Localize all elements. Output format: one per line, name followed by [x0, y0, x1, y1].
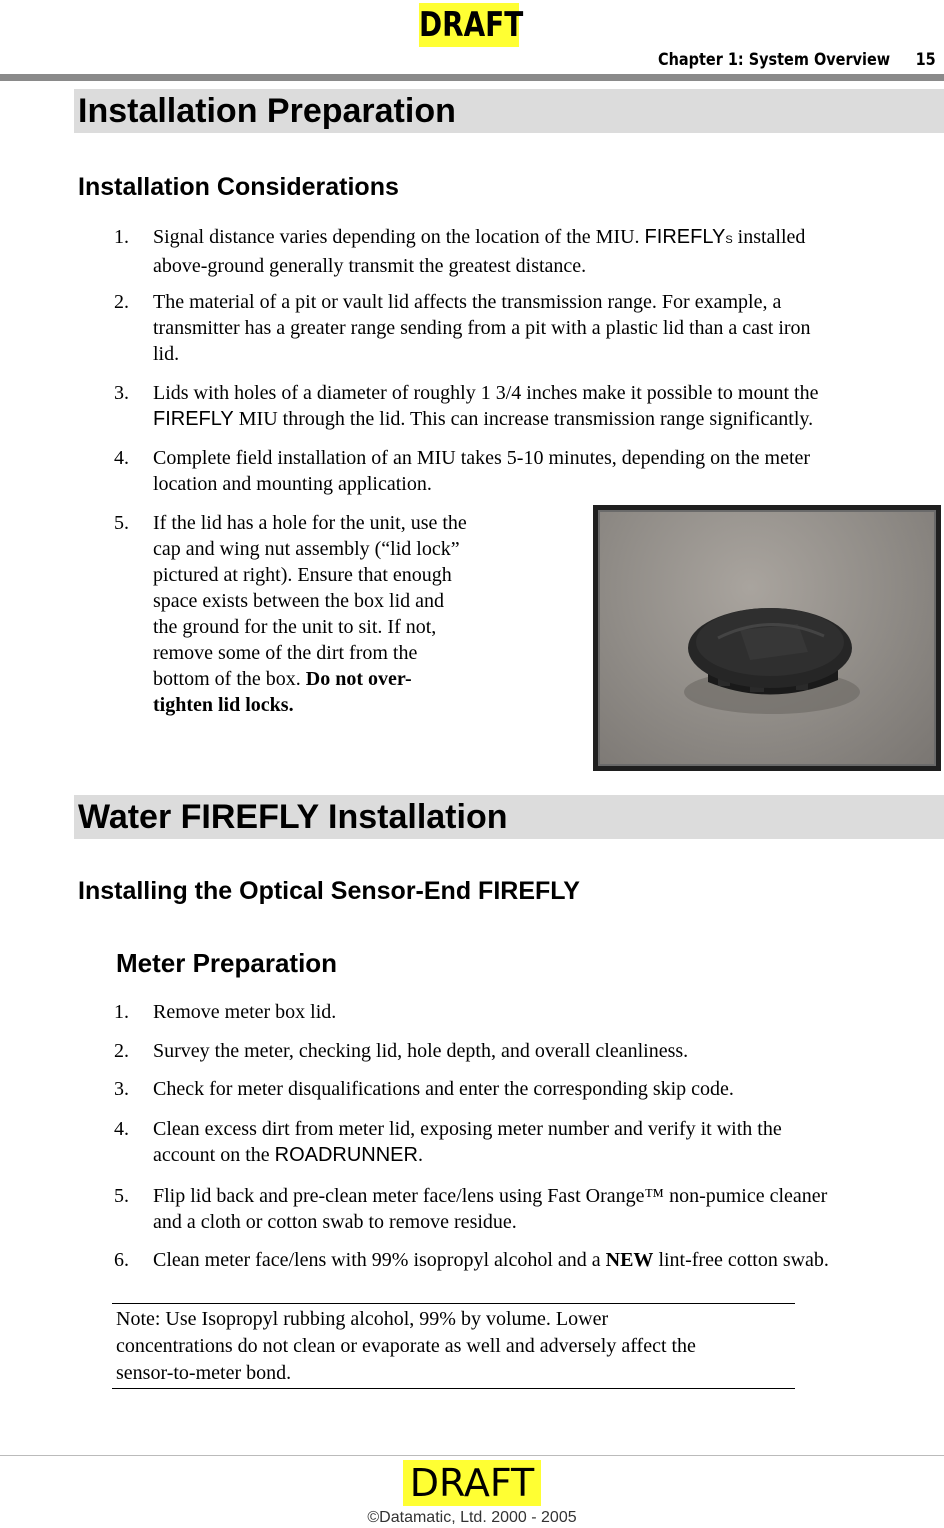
copyright-notice: ©Datamatic, Ltd. 2000 - 2005 — [367, 1509, 577, 1526]
lid-lock-illustration — [600, 512, 934, 764]
draft-watermark-top: DRAFT — [418, 5, 524, 45]
page-number: 15 — [915, 50, 936, 70]
chapter-title: Chapter 1: System Overview — [658, 50, 891, 70]
subheading-meter-preparation: Meter Preparation — [116, 948, 338, 978]
brand-firefly: FIREFLY — [644, 226, 726, 248]
lid-lock-image — [598, 510, 936, 766]
note-bottom-rule — [112, 1388, 795, 1389]
subheading-optical-sensor: Installing the Optical Sensor-End FIREFLY — [78, 877, 580, 905]
lid-lock-photo — [593, 505, 941, 771]
section-title-water-firefly-installation: Water FIREFLY Installation — [74, 795, 944, 839]
brand-roadrunner: ROADRUNNER — [274, 1144, 418, 1166]
header-rule — [0, 74, 944, 81]
brand-firefly: FIREFLY — [153, 408, 234, 430]
note-top-rule — [112, 1303, 795, 1304]
note-text: Note: Use Isopropyl rubbing alcohol, 99% by volume. Lower concentrations do not clean or evaporate as well and adversely affect the sensor-to-meter bond. — [116, 1308, 696, 1384]
running-header — [658, 50, 936, 70]
draft-watermark-bottom: DRAFT — [403, 1460, 541, 1506]
section-title-installation-preparation: Installation Preparation — [74, 89, 944, 133]
subheading-installation-considerations: Installation Considerations — [78, 173, 399, 201]
footer-rule — [0, 1455, 944, 1456]
